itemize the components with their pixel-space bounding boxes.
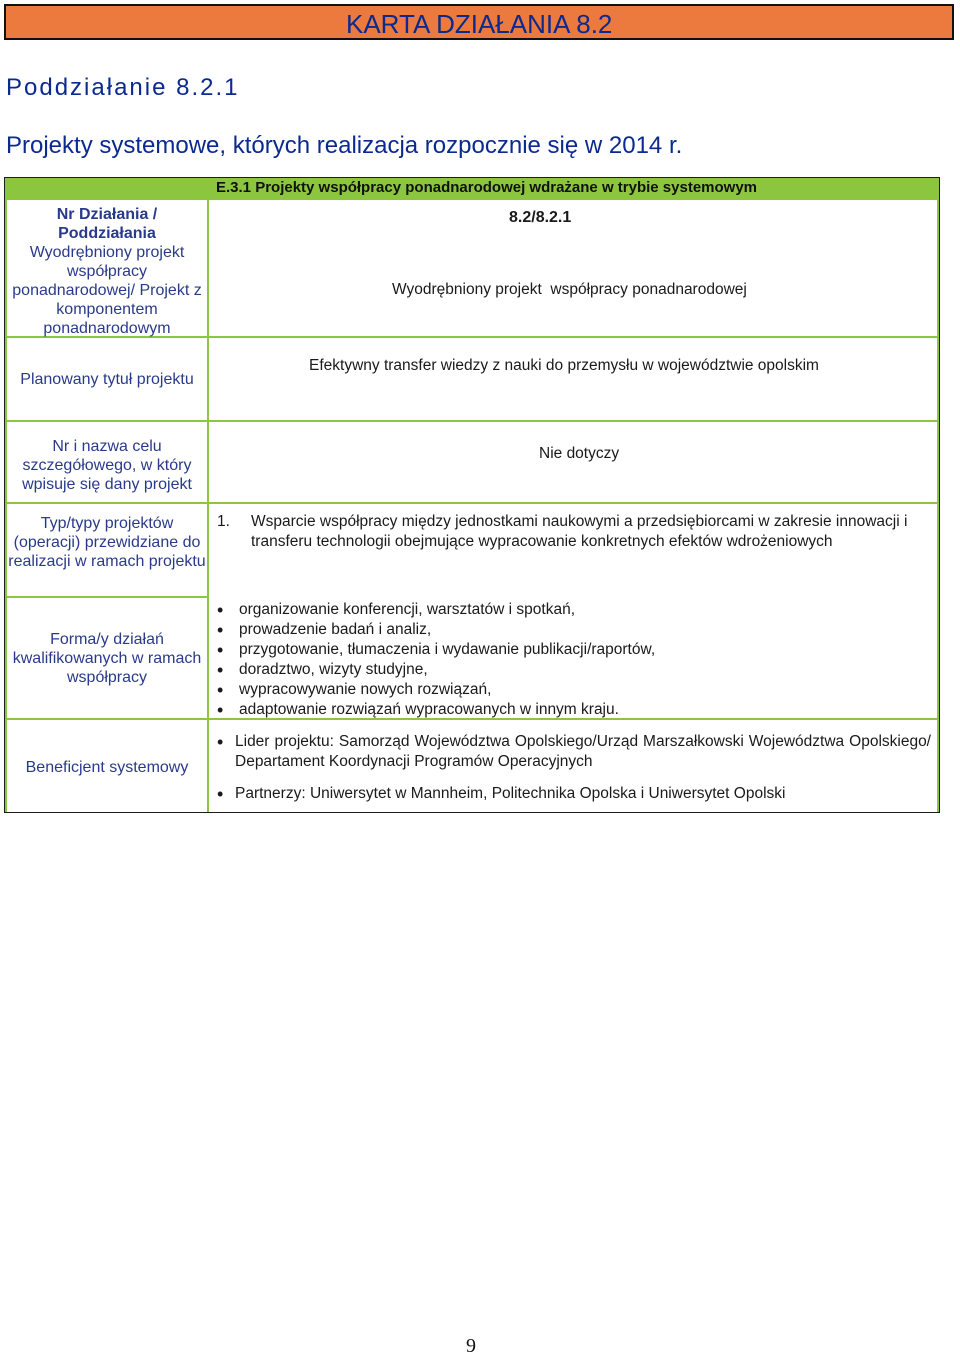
action-card-table (4, 177, 940, 813)
value-beneficiary (209, 720, 937, 812)
type-text: Wsparcie współpracy między jednostkami naukowymi a przedsiębiorcami w zakresie innowacji i transferu technologii obejmujące wypracowanie konkretnych efektów wdrożeniowych (251, 513, 908, 550)
value-planned-title (209, 338, 937, 420)
beneficiary-list (209, 732, 931, 804)
goal-text: Nie dotyczy (539, 445, 620, 462)
forms-list-item: • doradztwo, wizyty studyjne, (209, 660, 909, 680)
forms-list-item: • adaptowanie rozwiązań wypracowanych w innym kraju. (209, 700, 909, 720)
title-banner (4, 4, 954, 40)
label-beneficiary-text: Beneficjent systemowy (25, 759, 189, 776)
label-action-number-title: Nr Działania / Poddziałania (56, 206, 158, 242)
type-item (217, 512, 917, 552)
beneficiary-leader: • Lider projektu: Samorząd Województwa Opolskiego/Urząd Marszałkowski Województwa Opolskiego/ Departament Koordynacji Programów Operacyjnych (209, 732, 931, 772)
forms-list-item: • wypracowywanie nowych rozwiązań, (209, 680, 909, 700)
label-project-types (7, 504, 207, 596)
label-forms-text: Forma/y działań kwalifikowanych w ramach współpracy (12, 631, 202, 686)
section-heading: Projekty systemowe, których realizacja rozpocznie się w 2014 r. (6, 132, 683, 159)
label-goal-text: Nr i nazwa celu szczegółowego, w który wpisuje się dany projekt (22, 438, 192, 493)
subaction-heading: Poddziałanie 8.2.1 (6, 74, 240, 101)
value-goal (209, 422, 937, 502)
label-action-number-sub: Wyodrębniony projekt współpracy ponadnarodowej/ Projekt z komponentem ponadnarodowym (12, 244, 202, 337)
label-action-number (7, 200, 207, 336)
page-number: 9 (466, 1335, 476, 1357)
type-number: 1. (217, 513, 230, 530)
forms-list-item: • organizowanie konferencji, warsztatów i spotkań, (209, 600, 909, 620)
value-types-and-forms (209, 504, 937, 718)
project-type: Wyodrębniony projekt współpracy ponadnarodowej (392, 281, 747, 298)
forms-list-item: • przygotowanie, tłumaczenia i wydawanie publikacji/raportów, (209, 640, 909, 660)
label-planned-title (7, 338, 207, 420)
banner-title: KARTA DZIAŁANIA 8.2 (346, 9, 613, 39)
planned-title-text: Efektywny transfer wiedzy z nauki do przemysłu w województwie opolskim (309, 357, 819, 374)
label-project-types-text: Typ/typy projektów (operacji) przewidziane do realizacji w ramach projektu (8, 515, 206, 570)
forms-list (209, 600, 909, 720)
action-code: 8.2/8.2.1 (509, 209, 572, 226)
label-goal (7, 422, 207, 502)
label-beneficiary (7, 720, 207, 812)
value-action (209, 200, 937, 336)
label-forms (7, 598, 207, 718)
beneficiary-partners: • Partnerzy: Uniwersytet w Mannheim, Politechnika Opolska i Uniwersytet Opolski (209, 784, 931, 804)
forms-list-item: • prowadzenie badań i analiz, (209, 620, 909, 640)
section-strip: E.3.1 Projekty współpracy ponadnarodowej wdrażane w trybie systemowym (216, 179, 758, 196)
label-planned-title-text: Planowany tytuł projektu (20, 371, 194, 388)
